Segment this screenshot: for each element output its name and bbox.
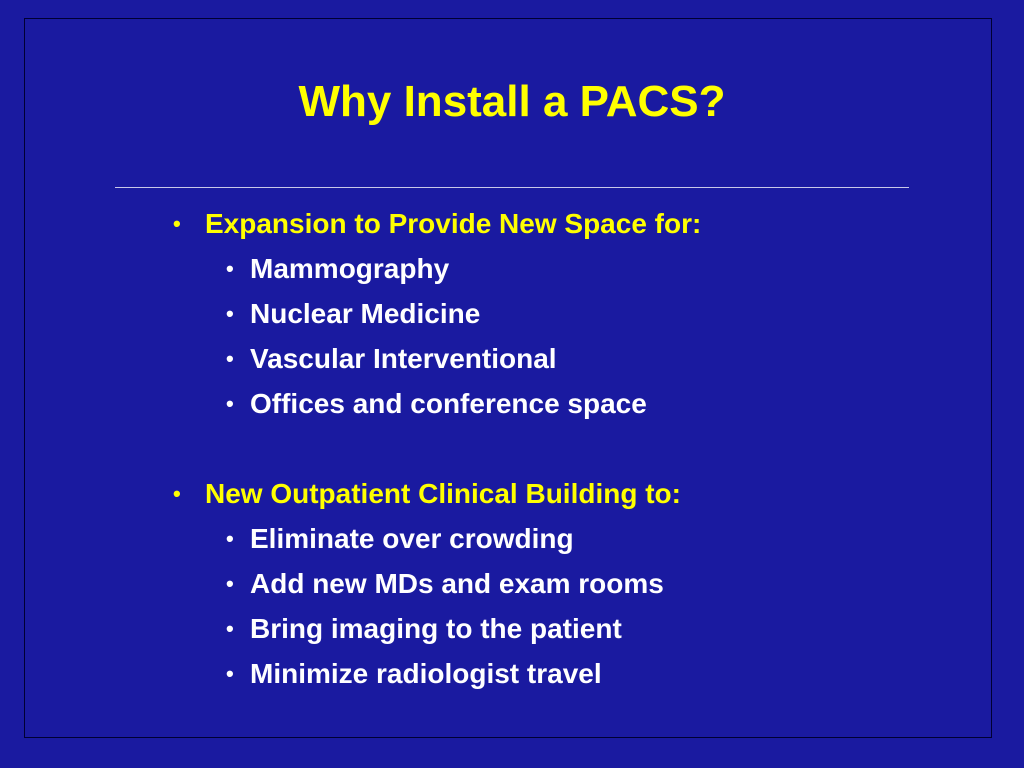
bullet-marker: • — [226, 616, 234, 641]
bullet-marker: • — [173, 481, 181, 506]
section-heading — [173, 476, 681, 512]
list-item — [226, 566, 664, 602]
list-item-text: Minimize radiologist travel — [250, 658, 602, 689]
section-heading-text: New Outpatient Clinical Building to: — [205, 478, 681, 509]
list-item-text: Vascular Interventional — [250, 343, 557, 374]
bullet-marker: • — [226, 391, 234, 416]
bullet-marker: • — [226, 301, 234, 326]
section-heading-text: Expansion to Provide New Space for: — [205, 208, 702, 239]
list-item-text: Bring imaging to the patient — [250, 613, 622, 644]
list-item-text: Offices and conference space — [250, 388, 647, 419]
list-item — [226, 656, 602, 692]
list-item-text: Add new MDs and exam rooms — [250, 568, 664, 599]
bullet-marker: • — [226, 256, 234, 281]
list-item — [226, 611, 622, 647]
list-item-text: Eliminate over crowding — [250, 523, 574, 554]
bullet-marker: • — [226, 571, 234, 596]
list-item — [226, 521, 574, 557]
bullet-marker: • — [226, 526, 234, 551]
list-item — [226, 341, 557, 377]
list-item-text: Nuclear Medicine — [250, 298, 481, 329]
slide-title: Why Install a PACS? — [298, 77, 726, 126]
bullet-marker: • — [226, 661, 234, 686]
section-heading — [173, 206, 702, 242]
list-item-text: Mammography — [250, 253, 450, 284]
list-item — [226, 386, 647, 422]
bullet-marker: • — [173, 211, 181, 236]
list-item — [226, 251, 450, 287]
bullet-marker: • — [226, 346, 234, 371]
list-item — [226, 296, 481, 332]
